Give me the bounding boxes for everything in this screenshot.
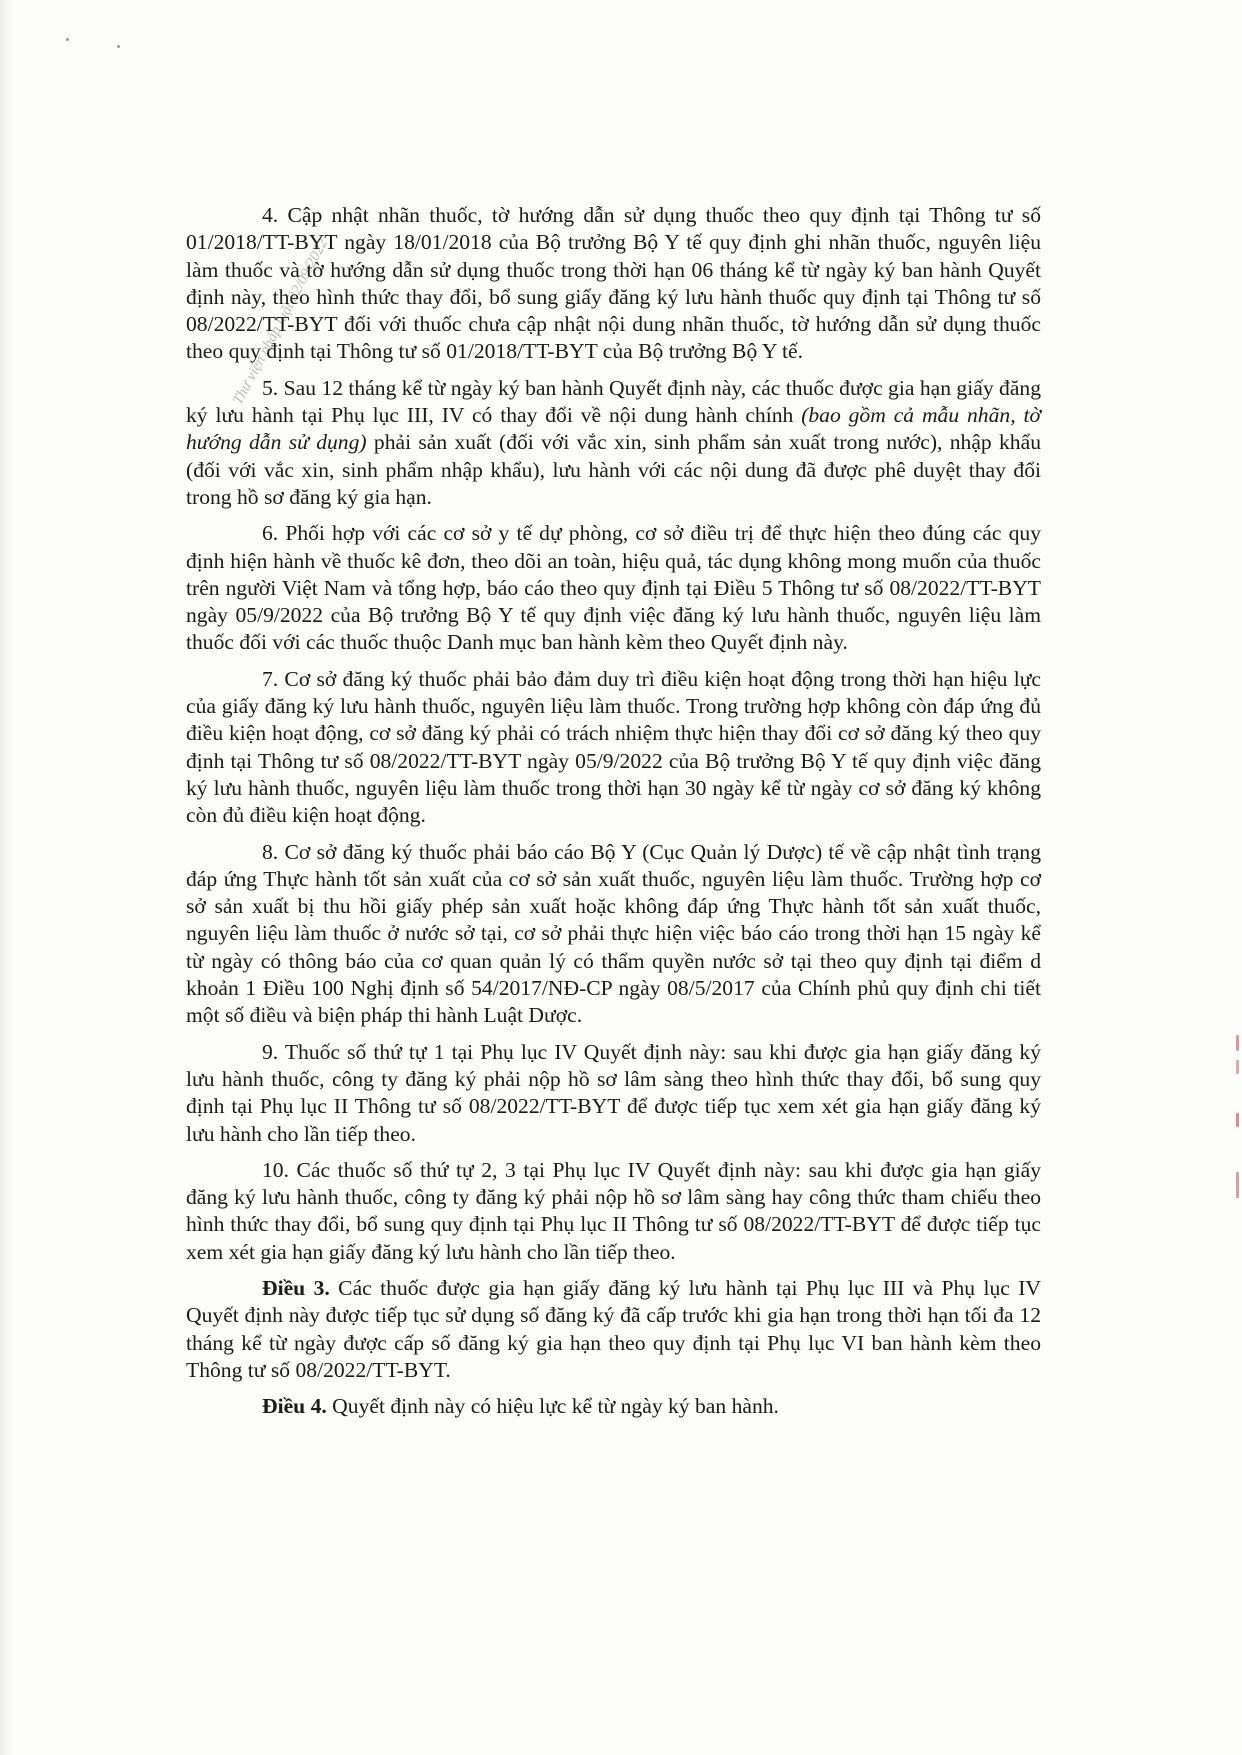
clause-5-italic: (bao gồm cả mẫu nhãn, tờ hướng dẫn sử dụng) xyxy=(186,403,1041,455)
article-3-label: Điều 3. xyxy=(262,1275,330,1300)
watermark-stamp: Thư viện pháp luật 22/09/2022 xyxy=(230,236,332,408)
article-4-label: Điều 4. xyxy=(262,1394,327,1419)
document-body xyxy=(186,202,1041,1429)
scan-dot xyxy=(117,45,120,48)
article-4 xyxy=(186,1393,1041,1420)
article-3-text: Các thuốc được gia hạn giấy đăng ký lưu hành tại Phụ lục III và Phụ lục IV Quyết định này được tiếp tục sử dụng số đăng ký đã cấp trước khi gia hạn trong thời hạn tối đa 12 tháng kể từ ngày được cấp số đăng ký gia hạn theo quy định tại Phụ lục VI ban hành kèm theo Thông tư số 08/2022/TT-BYT. xyxy=(186,1275,1041,1382)
article-4-text: Quyết định này có hiệu lực kể từ ngày ký ban hành. xyxy=(326,1394,779,1419)
clause-10: 10. Các thuốc số thứ tự 2, 3 tại Phụ lục IV Quyết định này: sau khi được gia hạn giấy đăng ký lưu hành thuốc, công ty đăng ký phải nộp hồ sơ lâm sàng hay công thức tham chiếu theo hình thức thay đổi, bổ sung quy định tại Phụ lục II Thông tư số 08/2022/TT-BYT để được tiếp tục xem xét gia hạn giấy đăng ký lưu hành cho lần tiếp theo. xyxy=(186,1157,1041,1264)
clause-7: 7. Cơ sở đăng ký thuốc phải bảo đảm duy trì điều kiện hoạt động trong thời hạn hiệu lực của giấy đăng ký lưu hành thuốc, nguyên liệu làm thuốc. Trong trường hợp không còn đáp ứng đủ điều kiện hoạt động, cơ sở đăng ký phải có trách nhiệm thực hiện thay đổi cơ sở đăng ký theo quy định tại Thông tư số 08/2022/TT-BYT ngày 05/9/2022 của Bộ trưởng Bộ Y tế quy định việc đăng ký lưu hành thuốc, nguyên liệu làm thuốc trong thời hạn 30 ngày kể từ ngày cơ sở đăng ký không còn đủ điều kiện hoạt động. xyxy=(186,666,1041,828)
clause-4: 4. Cập nhật nhãn thuốc, tờ hướng dẫn sử dụng thuốc theo quy định tại Thông tư số 01/2018/TT-BYT ngày 18/01/2018 của Bộ trưởng Bộ Y tế quy định ghi nhãn thuốc, nguyên liệu làm thuốc và tờ hướng dẫn sử dụng thuốc trong thời hạn 06 tháng kể từ ngày ký ban hành Quyết định này, theo hình thức thay đổi, bổ sung giấy đăng ký lưu hành thuốc quy định tại Thông tư số 08/2022/TT-BYT đối với thuốc chưa cập nhật nội dung nhãn thuốc, tờ hướng dẫn sử dụng thuốc theo quy định tại Thông tư số 01/2018/TT-BYT của Bộ trưởng Bộ Y tế. xyxy=(186,203,1041,364)
clause-6: 6. Phối hợp với các cơ sở y tế dự phòng, cơ sở điều trị để thực hiện theo đúng các quy định hiện hành về thuốc kê đơn, theo dõi an toàn, hiệu quả, tác dụng không mong muốn của thuốc trên người Việt Nam và tổng hợp, báo cáo theo quy định tại Điều 5 Thông tư số 08/2022/TT-BYT ngày 05/9/2022 của Bộ trưởng Bộ Y tế quy định việc đăng ký lưu hành thuốc, nguyên liệu làm thuốc đối với các thuốc thuộc Danh mục ban hành kèm theo Quyết định này. xyxy=(186,521,1041,655)
clause-8: 8. Cơ sở đăng ký thuốc phải báo cáo Bộ Y (Cục Quản lý Dược) tế về cập nhật tình trạng đáp ứng Thực hành tốt sản xuất của cơ sở sản xuất thuốc, nguyên liệu làm thuốc. Trường hợp cơ sở sản xuất bị thu hồi giấy phép sản xuất hoặc không đáp ứng Thực hành tốt sản xuất thuốc, nguyên liệu làm thuốc ở nước sở tại, cơ sở phải thực hiện việc báo cáo trong thời hạn 15 ngày kể từ ngày có thông báo của cơ quan quản lý có thẩm quyền nước sở tại theo quy định tại điểm d khoản 1 Điều 100 Nghị định số 54/2017/NĐ-CP ngày 08/5/2017 của Chính phủ quy định chi tiết một số điều và biện pháp thi hành Luật Dược. xyxy=(186,839,1041,1028)
red-edge-mark xyxy=(1236,1035,1239,1051)
article-3 xyxy=(186,1275,1041,1384)
clause-5-text-start: 5. Sau 12 tháng kể từ ngày ký ban hành Quyết định này, các thuốc được gia hạn giấy đăng ký lưu hành tại Phụ lục III, IV có thay đổi về nội dung hành chính xyxy=(186,375,1041,428)
scan-edge-shadow xyxy=(0,0,14,1755)
clause-5 xyxy=(186,375,1041,511)
clause-9: 9. Thuốc số thứ tự 1 tại Phụ lục IV Quyết định này: sau khi được gia hạn giấy đăng ký lưu hành thuốc, công ty đăng ký phải nộp hồ sơ lâm sàng theo hình thức thay đổi, bổ sung quy định tại Phụ lục II Thông tư số 08/2022/TT-BYT để được tiếp tục xem xét gia hạn giấy đăng ký lưu hành cho lần tiếp theo. xyxy=(186,1039,1041,1146)
red-edge-mark xyxy=(1236,1113,1239,1127)
red-edge-mark xyxy=(1236,1060,1239,1074)
scan-dot xyxy=(66,38,69,41)
red-edge-mark xyxy=(1236,1172,1239,1198)
clause-5-text-end: phải sản xuất (đối với vắc xin, sinh phẩm sản xuất trong nước), nhập khẩu (đối với vắc xin, sinh phẩm nhập khẩu), lưu hành với các nội dung đã được phê duyệt thay đổi trong hồ sơ đăng ký gia hạn. xyxy=(186,430,1041,509)
